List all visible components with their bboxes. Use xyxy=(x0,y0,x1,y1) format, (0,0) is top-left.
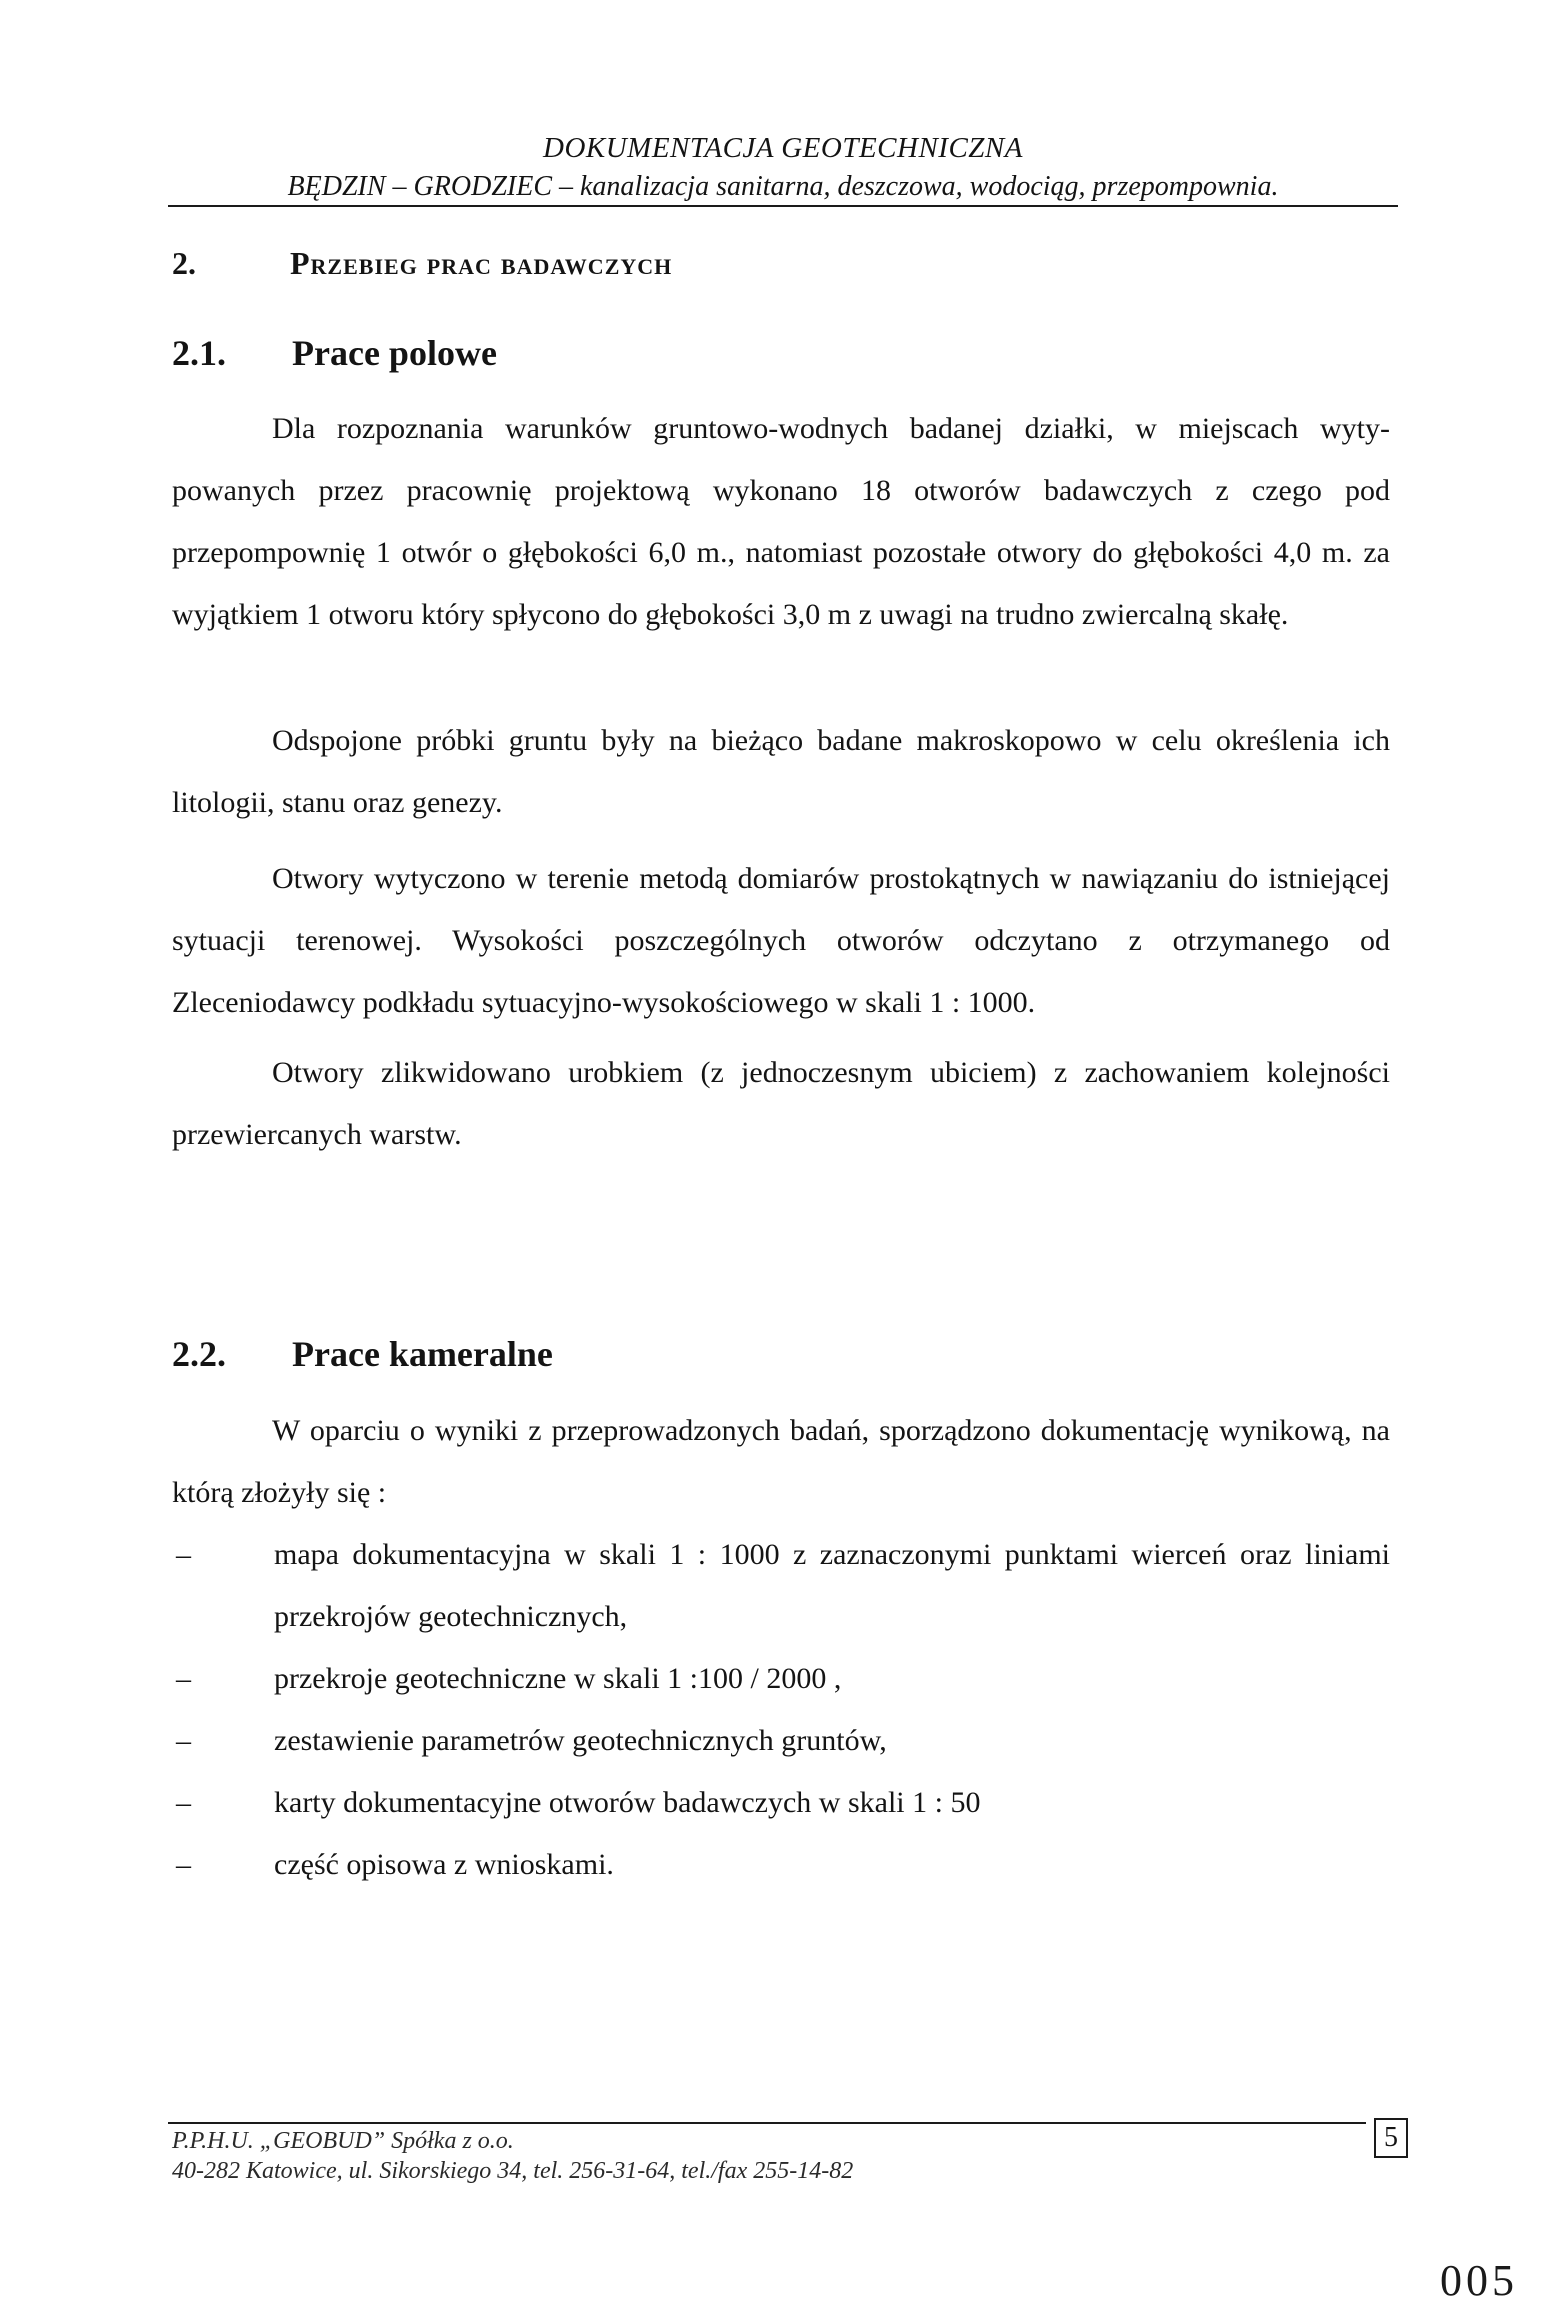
paragraph-field-work-scope: Dla rozpoznania warunków gruntowo-wodnych badanej działki, w miejscach wytypowanych przez pracownię projektową wykonano 18 otworów badawczych z czego pod przepompownię 1 otwór o głębokości 6,0 m., natomiast pozostałe otwory do głębokości 4,0 m. za wyjątkiem 1 otworu który spłycono do głębokości 3,0 m z uwagi na trudno zwiercalną skałę. xyxy=(172,412,1390,631)
header-subtitle xyxy=(168,171,1398,203)
section-2-number: 2. xyxy=(172,245,196,281)
footer-company: P.P.H.U. „GEOBUD” Spółka z o.o. xyxy=(172,2128,514,2154)
header-subtitle-place: BĘDZIN – GRODZIEC – xyxy=(287,171,580,202)
list-item-text: karty dokumentacyjne otworów badawczych w skali 1 : 50 xyxy=(274,1786,981,1819)
section-2-1-number: 2.1. xyxy=(172,333,226,373)
list-item xyxy=(172,1772,1390,1834)
list-dash: – xyxy=(176,1538,191,1571)
list-dash: – xyxy=(176,1786,191,1819)
list-item-text: zestawienie parametrów geotechnicznych gruntów, xyxy=(274,1724,887,1757)
footer xyxy=(172,2126,853,2186)
section-2-1-title: Prace polowe xyxy=(292,333,497,373)
paragraph-borehole-liquidation: Otwory zlikwidowano urobkiem (z jednoczesnym ubiciem) z zachowaniem kolejności przewiercanych warstw. xyxy=(172,1056,1390,1151)
footer-rule xyxy=(168,2122,1366,2124)
paragraph-desk-work-intro: W oparciu o wyniki z przeprowadzonych badań, sporządzono dokumentację wynikową, na którą złożyły się : xyxy=(172,1414,1390,1509)
deliverables-list xyxy=(172,1524,1390,1896)
archive-stamp: 005 xyxy=(1440,2256,1518,2305)
section-2-title: Przebieg prac badawczych xyxy=(290,245,673,281)
list-dash: – xyxy=(176,1662,191,1695)
list-item-text: mapa dokumentacyjna w skali 1 : 1000 z zaznaczonymi punktami wierceń oraz liniami przekrojów geotechnicznych, xyxy=(274,1538,1390,1633)
footer-address: 40-282 Katowice, ul. Sikorskiego 34, tel. 256-31-64, tel./fax 255-14-82 xyxy=(172,2158,854,2184)
list-dash: – xyxy=(176,1724,191,1757)
list-item xyxy=(172,1834,1390,1896)
section-2-2-number: 2.2. xyxy=(172,1334,226,1374)
header-title: DOKUMENTACJA GEOTECHNICZNA xyxy=(543,132,1023,164)
list-item xyxy=(172,1648,1390,1710)
page-number: 5 xyxy=(1374,2118,1408,2158)
list-item xyxy=(172,1710,1390,1772)
paragraph-borehole-survey: Otwory wytyczono w terenie metodą domiarów prostokątnych w nawiązaniu do istniejącej sytuacji terenowej. Wysokości poszczególnych otworów odczytano z otrzymanego od Zleceniodawcy podkładu sytuacyjno-wysokościowego w skali 1 : 1000. xyxy=(172,862,1390,1019)
header-rule xyxy=(168,205,1398,207)
list-item xyxy=(172,1524,1390,1648)
running-header xyxy=(168,132,1398,203)
list-item-text: część opisowa z wnioskami. xyxy=(274,1848,614,1881)
list-dash: – xyxy=(176,1848,191,1881)
list-item-text: przekroje geotechniczne w skali 1 :100 / 2000 , xyxy=(274,1662,842,1695)
header-subtitle-scope: kanalizacja sanitarna, deszczowa, wodociąg, przepompownia. xyxy=(580,171,1279,202)
section-2-2-title: Prace kameralne xyxy=(292,1334,553,1374)
paragraph-sample-analysis: Odspojone próbki gruntu były na bieżąco badane makroskopowo w celu określenia ich litologii, stanu oraz genezy. xyxy=(172,724,1390,819)
